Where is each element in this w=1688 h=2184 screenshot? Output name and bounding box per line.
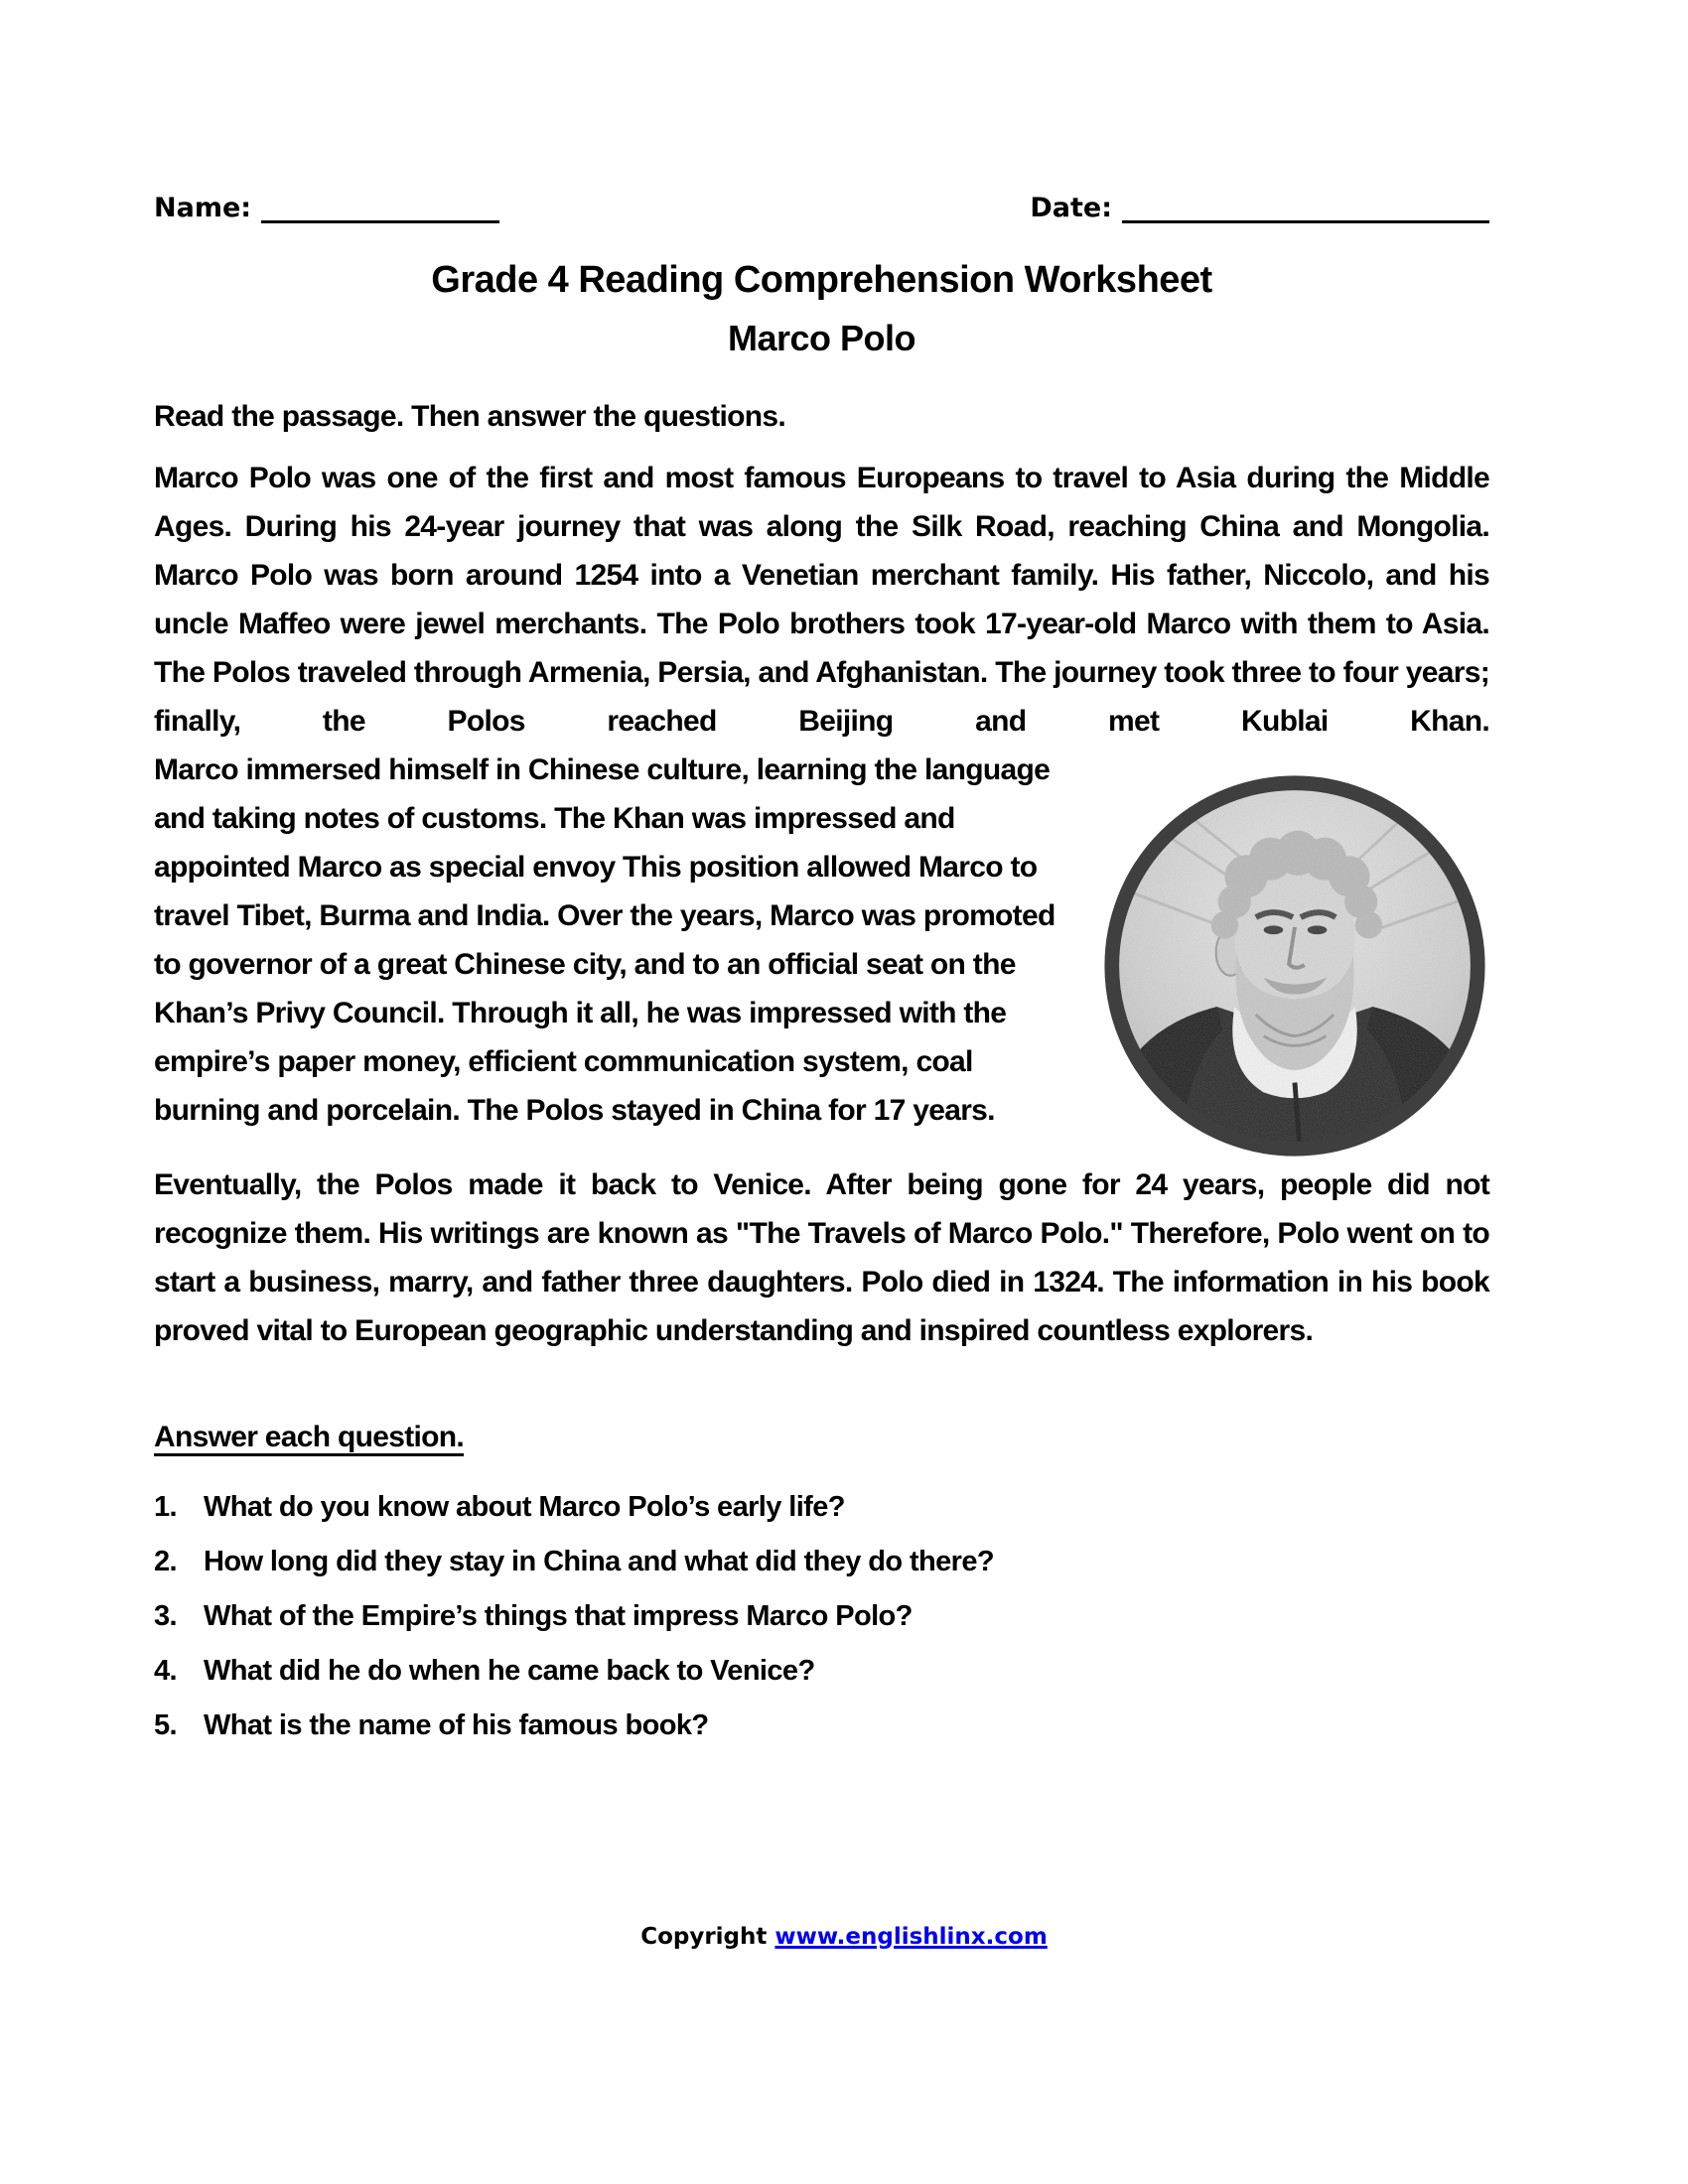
- copyright-label: Copyright: [640, 1924, 768, 1950]
- passage-part-2: Marco immersed himself in Chinese culture, learning the language and taking notes of customs. The Khan was impressed and appointed Marco as special envoy This position allowed Marco to travel Tibet, Burma and India. Over the years, Marco was promoted to governor of a great Chinese city, and to an official seat on the Khan’s Privy Council. Through it all, he was impressed with the empire’s paper money, efficient communication system, coal burning and porcelain. The Polos stayed in China for 17 years.: [154, 753, 1055, 1127]
- question-list: [154, 1490, 1489, 1742]
- passage: [154, 454, 1489, 1355]
- question-number: 3.: [154, 1600, 177, 1632]
- passage-part-3: Eventually, the Polos made it back to Venice. After being gone for 24 years, people did not recognize them. His writings are known as "The Travels of Marco Polo." Therefore, Polo went on to start a business, marry, and father three daughters. Polo died in 1324. The information in his book proved vital to European geographic understanding and inspired countless explorers.: [154, 1168, 1489, 1347]
- question-item: [154, 1654, 1489, 1688]
- name-blank-line: [261, 191, 499, 223]
- date-field: [1030, 191, 1489, 223]
- question-item: [154, 1490, 1489, 1524]
- question-item: [154, 1545, 1489, 1578]
- passage-wrap-row: [154, 746, 1489, 1160]
- question-text: What is the name of his famous book?: [204, 1709, 709, 1741]
- name-label: Name:: [154, 193, 252, 223]
- passage-instruction: Read the passage. Then answer the questions.: [154, 400, 786, 433]
- question-item: [154, 1708, 1489, 1742]
- header-row: [154, 191, 1489, 223]
- answer-heading: Answer each question.: [154, 1421, 465, 1453]
- question-item: [154, 1599, 1489, 1633]
- date-label: Date:: [1030, 193, 1112, 223]
- question-number: 5.: [154, 1709, 177, 1741]
- worksheet-content: [154, 0, 1489, 1763]
- passage-part-1: Marco Polo was one of the first and most famous Europeans to travel to Asia during the Middle Ages. During his 24-year journey that was along the Silk Road, reaching China and Mongolia. Marco Polo was born around 1254 into a Venetian merchant family. His father, Niccolo, and his uncle Maffeo were jewel merchants. The Polo brothers took 17-year-old Marco with them to Asia. The Polos traveled through Armenia, Persia, and Afghanistan. The journey took three to four years; finally, the Polos reached Beijing and met Kublai Khan.: [154, 462, 1489, 738]
- question-text: What do you know about Marco Polo’s early life?: [204, 1491, 845, 1523]
- worksheet-title: Grade 4 Reading Comprehension Worksheet: [431, 259, 1212, 301]
- worksheet-subtitle: Marco Polo: [727, 318, 916, 358]
- question-number: 2.: [154, 1546, 177, 1577]
- name-field: [154, 191, 499, 223]
- question-text: What did he do when he came back to Venice?: [204, 1655, 815, 1687]
- question-text: What of the Empire’s things that impress Marco Polo?: [204, 1600, 913, 1632]
- question-number: 4.: [154, 1655, 177, 1687]
- question-text: How long did they stay in China and what did they do there?: [204, 1546, 994, 1577]
- marco-polo-portrait: [1100, 771, 1489, 1160]
- date-blank-line: [1122, 191, 1489, 223]
- copyright-link[interactable]: www.englishlinx.com: [774, 1924, 1048, 1950]
- question-number: 1.: [154, 1491, 177, 1523]
- footer: [0, 1924, 1688, 1950]
